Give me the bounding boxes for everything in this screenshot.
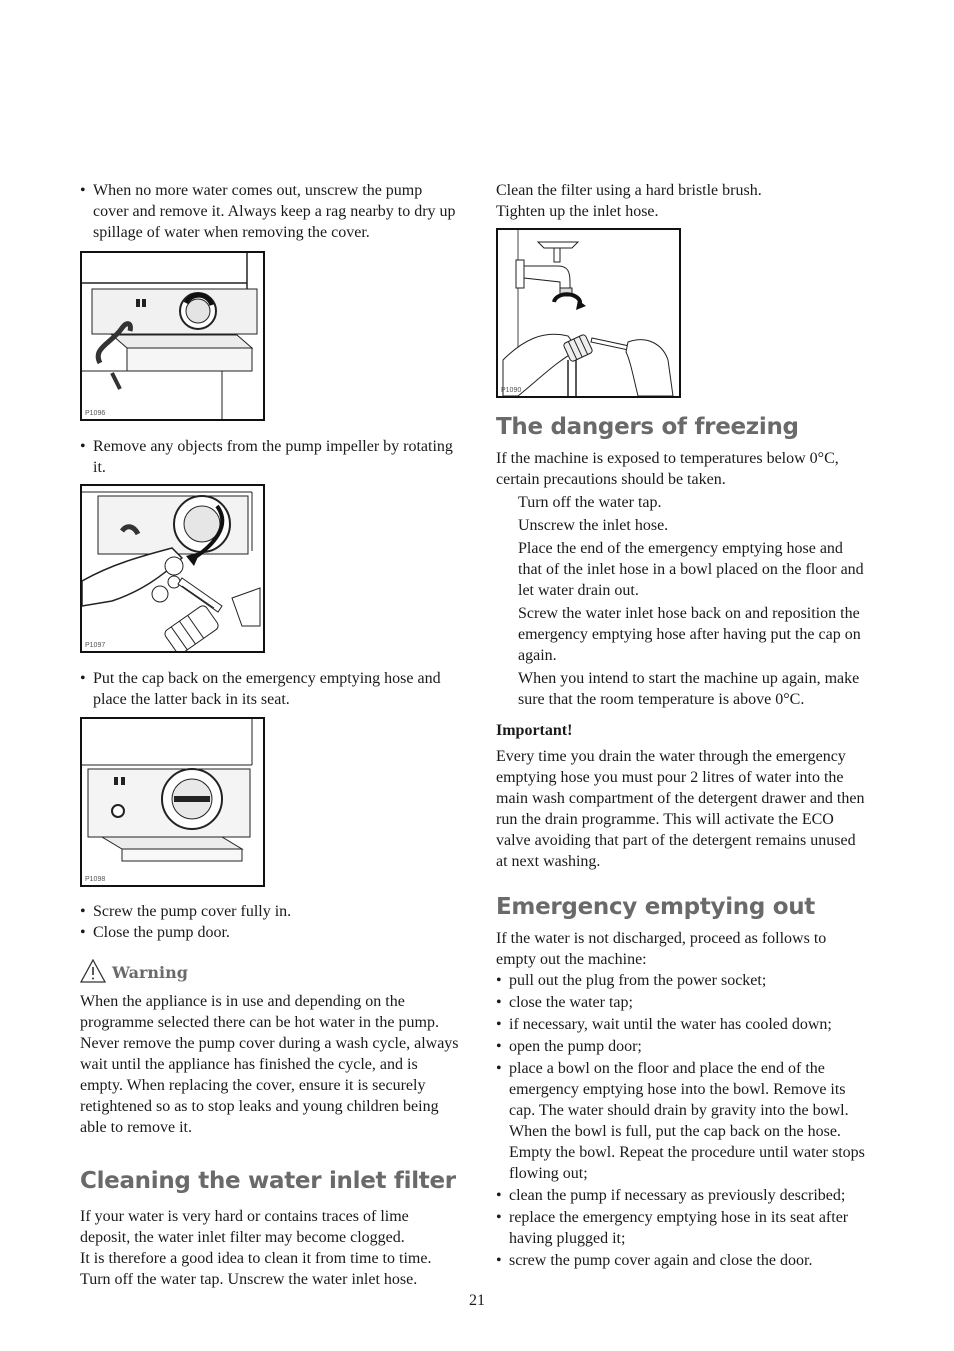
pump-cover-illustration <box>80 251 265 421</box>
freezing-step: Unscrew the inlet hose. <box>518 517 669 534</box>
list-item: • open the pump door; <box>496 1036 868 1057</box>
inlet-text-1: If your water is very hard or contains traces of lime deposit, the water inlet filter may become clogged. <box>80 1208 409 1246</box>
emergency-intro: If the water is not discharged, proceed as follows to empty out the machine: <box>496 930 827 968</box>
list-item: • When no more water comes out, unscrew the pump cover and remove it. Always keep a rag nearby to dry up spillage of water when removing the cover. <box>80 180 460 243</box>
list-item: • Remove any objects from the pump impeller by rotating it. <box>80 436 460 478</box>
clean-filter-text: Clean the filter using a hard bristle brush. <box>496 182 762 199</box>
image-code: P1098 <box>85 876 106 883</box>
inlet-text-2: It is therefore a good idea to clean it from time to time. <box>80 1250 432 1267</box>
filter-cleaning-illustration <box>496 228 681 398</box>
final-steps <box>80 901 460 943</box>
freezing-title: The dangers of freezing <box>496 414 799 440</box>
freezing-intro: If the machine is exposed to temperatures below 0°C, certain precautions should be taken. <box>496 450 839 488</box>
list-item: • place a bowl on the floor and place the end of the emergency emptying hose into the bowl. Remove its cap. The water should drain by gravity into the bowl. When the bowl is full, put the cap back on the hose. Empty the bowl. Repeat the procedure until water stops flowing out; <box>496 1058 868 1184</box>
list-item: • clean the pump if necessary as previously described; <box>496 1185 868 1206</box>
emergency-title: Emergency emptying out <box>496 894 816 920</box>
list-item: • Close the pump door. <box>80 922 460 943</box>
freezing-steps <box>496 492 868 710</box>
impeller-steps <box>80 436 460 478</box>
inlet-filter-title: Cleaning the water inlet filter <box>80 1168 456 1194</box>
tighten-hose-text: Tighten up the inlet hose. <box>496 203 659 220</box>
important-text: Every time you drain the water through the emergency emptying hose you must pour 2 litres of water into the main wash compartment of the detergent drawer and then run the drain programme. This will activate the ECO valve avoiding that part of the detergent remains unused at next washing. <box>496 748 865 870</box>
emergency-steps <box>496 970 868 1271</box>
inlet-text-3: Turn off the water tap. Unscrew the water inlet hose. <box>80 1271 418 1288</box>
warning-triangle-icon <box>80 959 106 983</box>
image-code: P1096 <box>85 410 106 417</box>
warning-heading <box>80 953 460 983</box>
freezing-step: Turn off the water tap. <box>518 494 662 511</box>
pump-impeller-illustration <box>80 484 265 653</box>
freezing-step: When you intend to start the machine up again, make sure that the room temperature is above 0°C. <box>518 670 860 708</box>
warning-label: Warning <box>112 963 188 982</box>
image-code: P1090 <box>501 387 522 394</box>
left-column <box>80 180 460 1290</box>
warning-text: When the appliance is in use and depending on the programme selected there can be hot water in the pump. Never remove the pump cover during a wash cycle, always wait until the appliance has finished the cycle, and is empty. When replacing the cover, ensure it is securely retightened so as to stop leaks and young children being able to remove it. <box>80 993 459 1136</box>
pump-cover-steps <box>80 180 460 243</box>
list-item: • screw the pump cover again and close the door. <box>496 1250 868 1271</box>
image-code: P1097 <box>85 642 106 649</box>
list-item: • Put the cap back on the emergency emptying hose and place the latter back in its seat. <box>80 668 460 710</box>
right-column <box>496 180 868 1271</box>
list-item: • close the water tap; <box>496 992 868 1013</box>
list-item: • if necessary, wait until the water has cooled down; <box>496 1014 868 1035</box>
page-number: 21 <box>469 1292 485 1309</box>
cap-steps <box>80 668 460 710</box>
freezing-step: Screw the water inlet hose back on and reposition the emergency emptying hose after having put the cap on again. <box>518 605 861 664</box>
freezing-step: Place the end of the emergency emptying hose and that of the inlet hose in a bowl placed on the floor and let water drain out. <box>518 540 864 599</box>
important-label: Important! <box>496 722 573 739</box>
list-item: • pull out the plug from the power socket; <box>496 970 868 991</box>
list-item: • Screw the pump cover fully in. <box>80 901 460 922</box>
list-item: • replace the emergency emptying hose in its seat after having plugged it; <box>496 1207 868 1249</box>
pump-seat-illustration <box>80 717 265 887</box>
